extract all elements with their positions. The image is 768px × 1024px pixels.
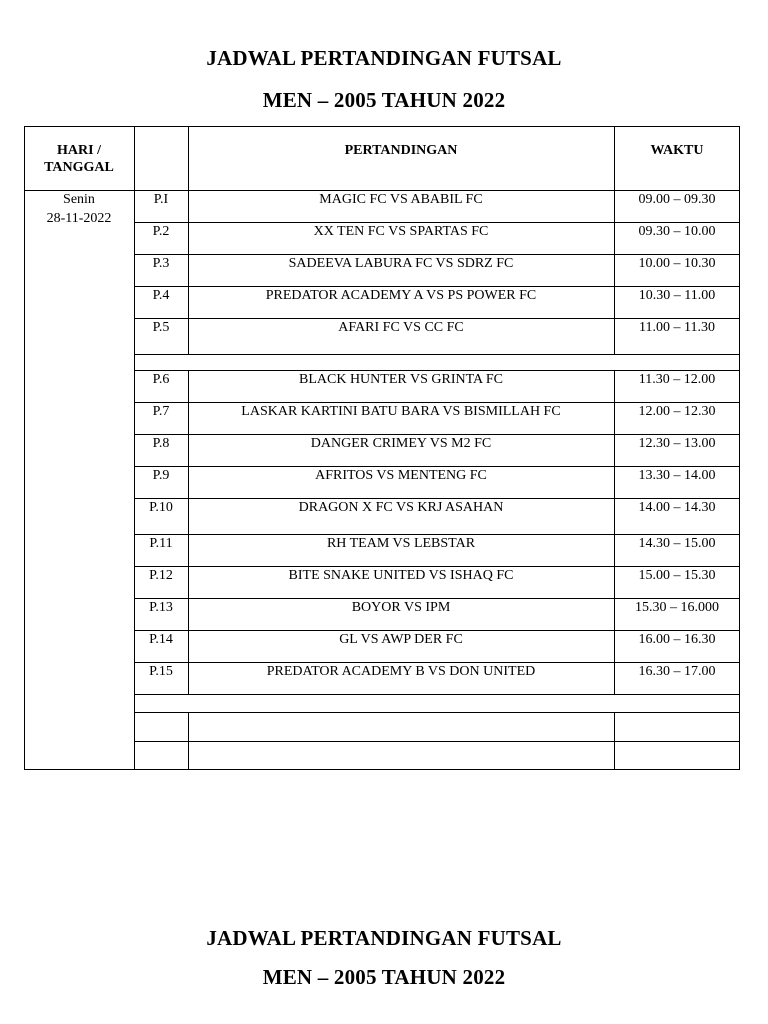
- match-teams: BOYOR VS IPM: [351, 600, 451, 615]
- row-divider: [134, 354, 740, 355]
- match-code: P.9: [152, 468, 170, 483]
- header-hari: HARI /: [57, 143, 101, 158]
- header-pertandingan: PERTANDINGAN: [344, 143, 458, 158]
- match-time: 15.30 – 16.000: [635, 600, 719, 615]
- gap-mask: [188, 355, 190, 370]
- match-teams: RH TEAM VS LEBSTAR: [326, 536, 476, 551]
- row-divider: [134, 254, 740, 255]
- row-divider: [134, 630, 740, 631]
- match-time: 11.00 – 11.30: [639, 320, 715, 335]
- row-divider: [134, 662, 740, 663]
- page-title: JADWAL PERTANDINGAN FUTSAL: [206, 46, 562, 70]
- match-code: P.13: [149, 600, 173, 615]
- row-divider: [134, 741, 740, 742]
- row-divider: [134, 370, 740, 371]
- match-code: P.I: [153, 192, 169, 207]
- match-time: 11.30 – 12.00: [638, 372, 716, 387]
- match-code: P.15: [149, 664, 173, 679]
- match-time: 10.30 – 11.00: [638, 288, 716, 303]
- match-time: 09.30 – 10.00: [638, 224, 716, 239]
- match-code: P.3: [152, 256, 170, 271]
- row-divider: [134, 498, 740, 499]
- row-divider: [134, 466, 740, 467]
- header-tanggal: TANGGAL: [44, 160, 114, 175]
- row-divider: [134, 222, 740, 223]
- match-code: P.10: [149, 500, 173, 515]
- match-time: 12.30 – 13.00: [638, 436, 716, 451]
- match-teams: GL VS AWP DER FC: [339, 632, 463, 647]
- match-time: 16.30 – 17.00: [638, 664, 716, 679]
- gap-mask: [188, 695, 190, 712]
- match-time: 14.00 – 14.30: [638, 500, 716, 515]
- row-divider: [134, 566, 740, 567]
- match-teams: DRAGON X FC VS KRJ ASAHAN: [298, 500, 504, 515]
- row-divider: [134, 318, 740, 319]
- match-teams: BLACK HUNTER VS GRINTA FC: [299, 372, 503, 387]
- match-code: P.7: [152, 404, 170, 419]
- row-divider: [134, 434, 740, 435]
- row-divider: [134, 598, 740, 599]
- row-divider: [24, 190, 740, 191]
- match-code: P.12: [149, 568, 173, 583]
- row-divider: [134, 694, 740, 695]
- page-subtitle: MEN – 2005 TAHUN 2022: [262, 88, 506, 112]
- row-divider: [134, 286, 740, 287]
- match-time: 16.00 – 16.30: [638, 632, 716, 647]
- match-code: P.4: [152, 288, 170, 303]
- match-teams: DANGER CRIMEY VS M2 FC: [310, 436, 492, 451]
- row-divider: [134, 534, 740, 535]
- match-teams: PREDATOR ACADEMY B VS DON UNITED: [266, 664, 536, 679]
- match-teams: BITE SNAKE UNITED VS ISHAQ FC: [288, 568, 514, 583]
- match-teams: PREDATOR ACADEMY A VS PS POWER FC: [265, 288, 537, 303]
- page-subtitle-repeat: MEN – 2005 TAHUN 2022: [262, 965, 506, 989]
- match-code: P.6: [152, 372, 170, 387]
- row-divider: [134, 712, 740, 713]
- match-time: 14.30 – 15.00: [638, 536, 716, 551]
- row-divider: [134, 402, 740, 403]
- match-teams: MAGIC FC VS ABABIL FC: [319, 192, 483, 207]
- gap-mask: [614, 695, 616, 712]
- match-teams: SADEEVA LABURA FC VS SDRZ FC: [288, 256, 514, 271]
- match-code: P.14: [149, 632, 173, 647]
- match-time: 12.00 – 12.30: [638, 404, 716, 419]
- header-waktu: WAKTU: [650, 143, 704, 158]
- match-teams: LASKAR KARTINI BATU BARA VS BISMILLAH FC: [241, 404, 561, 419]
- day-name: Senin: [63, 192, 95, 207]
- match-teams: AFARI FC VS CC FC: [338, 320, 464, 335]
- match-time: 15.00 – 15.30: [638, 568, 716, 583]
- match-code: P.8: [152, 436, 170, 451]
- match-teams: AFRITOS VS MENTENG FC: [315, 468, 487, 483]
- page-title-repeat: JADWAL PERTANDINGAN FUTSAL: [206, 926, 562, 950]
- day-date: 28-11-2022: [46, 211, 112, 226]
- match-code: P.11: [149, 536, 173, 551]
- match-time: 10.00 – 10.30: [638, 256, 716, 271]
- match-teams: XX TEN FC VS SPARTAS FC: [313, 224, 489, 239]
- gap-mask: [614, 355, 616, 370]
- match-time: 09.00 – 09.30: [638, 192, 716, 207]
- match-code: P.5: [152, 320, 170, 335]
- match-code: P.2: [152, 224, 170, 239]
- match-time: 13.30 – 14.00: [638, 468, 716, 483]
